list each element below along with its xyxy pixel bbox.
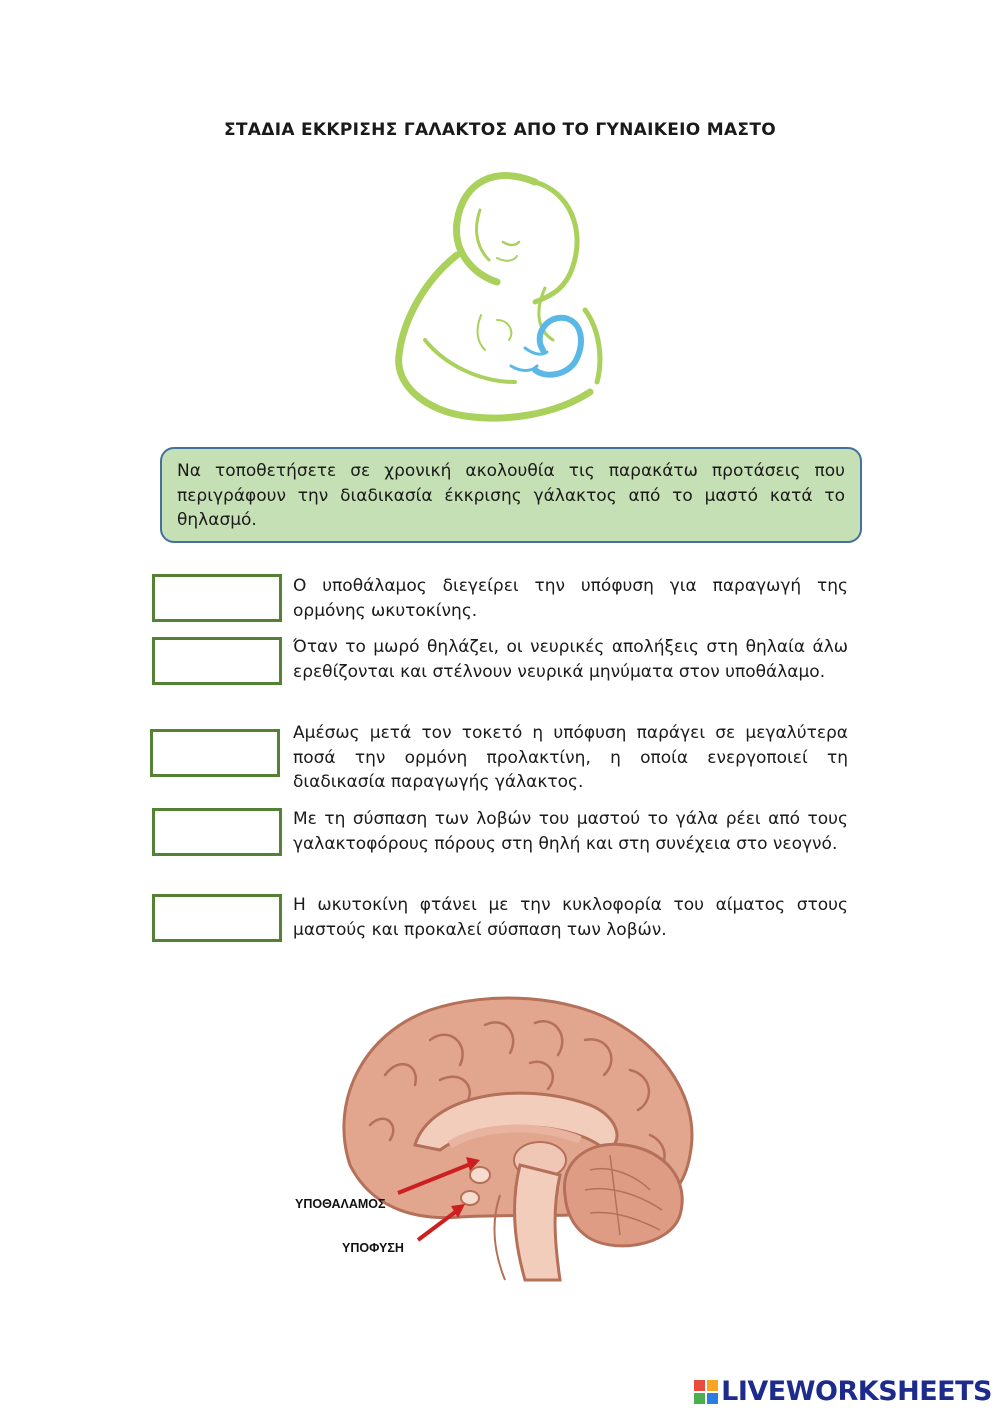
- statement-5: Η ωκυτοκίνη φτάνει με την κυκλοφορία του αίματος στους μαστούς και προκαλεί σύσπαση των λοβών.: [293, 895, 848, 940]
- answer-box-4[interactable]: [152, 808, 282, 856]
- label-pituitary: ΥΠΟΦΥΣΗ: [342, 1241, 404, 1255]
- liveworksheets-logo: [694, 1376, 992, 1407]
- brainstem: [515, 1165, 560, 1280]
- statement-4: Με τη σύσπαση των λοβών του μαστού το γάλα ρέει από τους γαλακτοφόρους πόρους στη θηλή και στη συνέχεια στο νεογνό.: [293, 809, 848, 854]
- logo-mark-icon: [694, 1380, 718, 1404]
- answer-box-3[interactable]: [150, 729, 280, 777]
- statement-3: Αμέσως μετά τον τοκετό η υπόφυση παράγει σε μεγαλύτερα ποσά την ορμόνη προλακτίνη, η οποία ενεργοποιεί τη διαδικασία παραγωγής γάλακτος.: [293, 723, 848, 792]
- instruction-box: Να τοποθετήσετε σε χρονική ακολουθία τις παρακάτω προτάσεις που περιγράφουν την διαδικασία έκκρισης γάλακτος από το μαστό κατά το θηλασμό.: [160, 447, 862, 543]
- breastfeeding-illustration: [385, 170, 615, 425]
- hypothalamus-structure: [470, 1167, 490, 1183]
- brain-diagram: [290, 985, 710, 1285]
- answer-box-1[interactable]: [152, 574, 282, 622]
- answer-box-2[interactable]: [152, 637, 282, 685]
- label-hypothalamus: ΥΠΟΘΑΛΑΜΟΣ: [295, 1197, 386, 1211]
- statement-1: Ο υποθάλαμος διεγείρει την υπόφυση για παραγωγή της ορμόνης ωκυτοκίνης.: [293, 576, 848, 621]
- worksheet-title: ΣΤΑΔΙΑ ΕΚΚΡΙΣΗΣ ΓΑΛΑΚΤΟΣ ΑΠΟ ΤΟ ΓΥΝΑΙΚΕΙΟ ΜΑΣΤΟ: [224, 120, 776, 140]
- logo-text: LIVEWORKSHEETS: [721, 1376, 992, 1407]
- answer-box-5[interactable]: [152, 894, 282, 942]
- statement-2: Όταν το μωρό θηλάζει, οι νευρικές απολήξεις στη θηλαία άλω ερεθίζονται και στέλνουν νευρικά μηνύματα στον υποθάλαμο.: [293, 637, 848, 682]
- pituitary-structure: [461, 1191, 479, 1205]
